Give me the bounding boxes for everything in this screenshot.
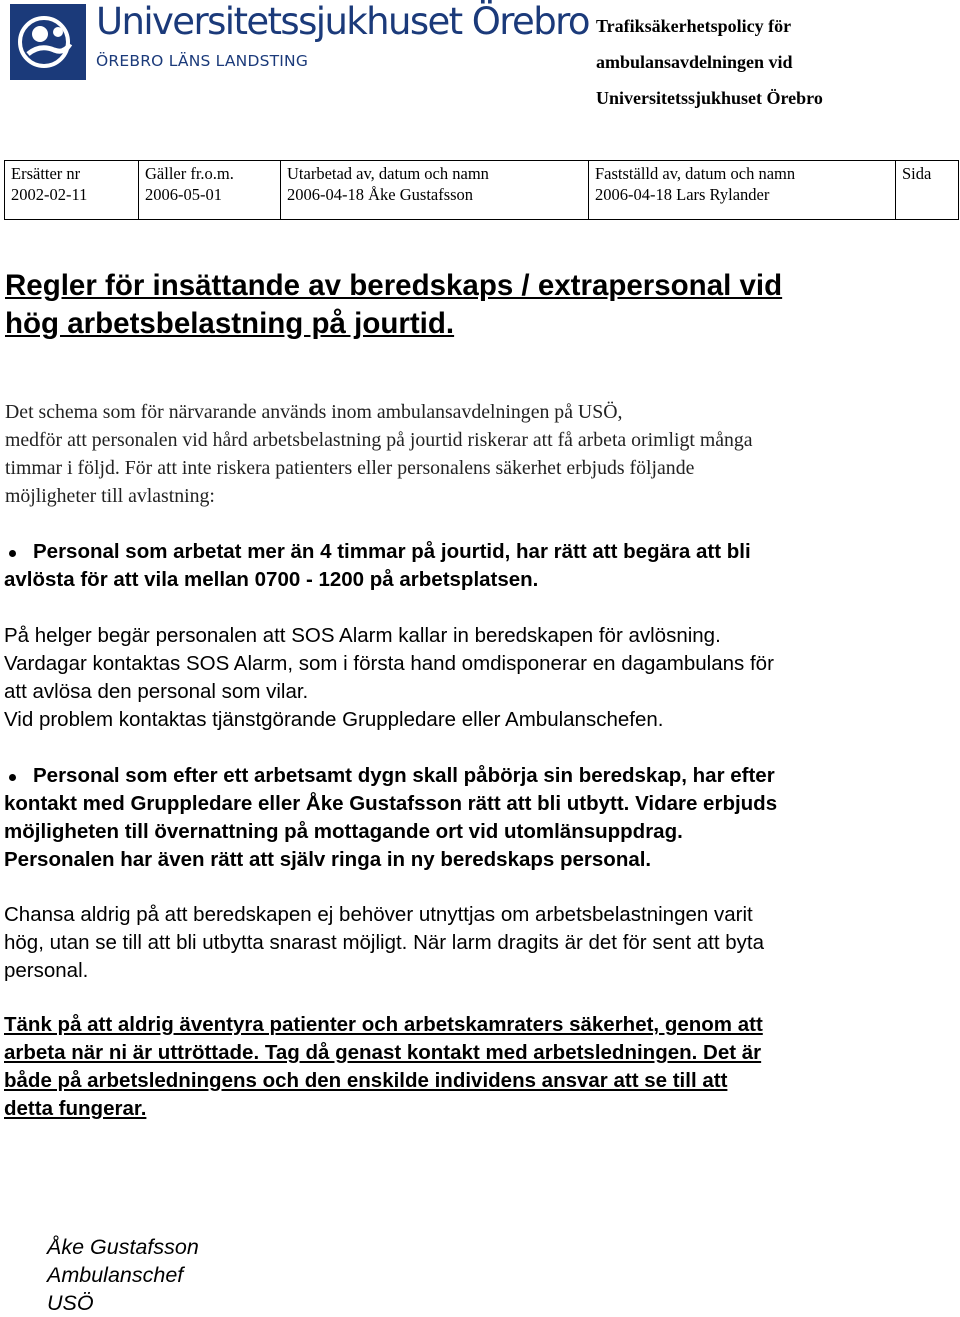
intro-line: Det schema som för närvarande används inom ambulansavdelningen på USÖ, <box>5 401 623 423</box>
paragraph-line: Vid problem kontaktas tjänstgörande Gruppledare eller Ambulanschefen. <box>4 708 664 731</box>
signature-name: Åke Gustafsson <box>47 1235 199 1259</box>
warning-line: Tänk på att aldrig äventyra patienter och arbetskamraters säkerhet, genom att <box>4 1013 763 1036</box>
approved-by-cell <box>589 161 896 220</box>
paragraph-line: På helger begär personalen att SOS Alarm kallar in beredskapen för avlösning. <box>4 624 721 647</box>
valid-from-label: Gäller fr.o.m. <box>145 164 234 183</box>
valid-from-cell <box>139 161 281 220</box>
bullet-line: Personal som arbetat mer än 4 timmar på jourtid, har rätt att begära att bli <box>33 540 751 563</box>
warning-line: både på arbetsledningens och den enskilde individens ansvar att se till att <box>4 1069 728 1092</box>
weekend-paragraph <box>4 622 949 734</box>
rest-rule-bullet <box>4 538 949 594</box>
bullet-line: Personalen har även rätt att själv ringa in ny beredskaps personal. <box>4 848 652 871</box>
logo-name: Universitetssjukhuset Örebro <box>96 0 589 43</box>
bullet-line: möjligheten till övernattning på mottagande ort vid utomlänsuppdrag. <box>4 820 683 843</box>
safety-warning <box>4 1011 949 1123</box>
warning-line: arbeta när ni är uttröttade. Tag då genast kontakt med arbetsledningen. Det är <box>4 1041 762 1064</box>
approved-by-label: Fastställd av, datum och namn <box>595 164 796 183</box>
signature-block <box>47 1233 199 1317</box>
intro-line: medför att personalen vid hård arbetsbelastning på jourtid riskerar att få arbeta orimligt många <box>5 429 753 451</box>
prepared-by-label: Utarbetad av, datum och namn <box>287 164 489 183</box>
document-meta-table <box>4 160 959 220</box>
replacement-rule-bullet <box>4 762 949 874</box>
page-title <box>5 267 905 343</box>
policy-title <box>596 8 956 116</box>
approved-by-value: 2006-04-18 Lars Rylander <box>595 185 770 204</box>
paragraph-line: att avlösa den personal som vilar. <box>4 680 309 703</box>
paragraph-line: Vardagar kontaktas SOS Alarm, som i första hand omdisponerar en dagambulans för <box>4 652 774 675</box>
chance-paragraph <box>4 901 949 985</box>
hospital-emblem-icon <box>10 4 86 80</box>
valid-from-value: 2006-05-01 <box>145 185 222 204</box>
page-title-line: hög arbetsbelastning på jourtid. <box>5 307 455 340</box>
signature-title: Ambulanschef <box>47 1263 184 1287</box>
policy-title-line: ambulansavdelningen vid <box>596 52 793 72</box>
paragraph-line: hög, utan se till att bli utbytta snarast möjligt. När larm dragits är det för sent att byta <box>4 931 764 954</box>
logo-subtitle: ÖREBRO LÄNS LANDSTING <box>96 52 309 70</box>
prepared-by-cell <box>281 161 589 220</box>
page-title-line: Regler för insättande av beredskaps / extrapersonal vid <box>5 269 783 302</box>
intro-line: möjligheter till avlastning: <box>5 485 215 507</box>
replaces-cell <box>5 161 139 220</box>
page-label: Sida <box>902 164 932 183</box>
page-cell <box>896 161 959 220</box>
bullet-line: avlösta för att vila mellan 0700 - 1200 på arbetsplatsen. <box>4 568 539 591</box>
paragraph-line: personal. <box>4 959 89 982</box>
policy-title-line: Universitetssjukhuset Örebro <box>596 88 823 108</box>
prepared-by-value: 2006-04-18 Åke Gustafsson <box>287 185 474 204</box>
replaces-label: Ersätter nr <box>11 164 81 183</box>
replaces-value: 2002-02-11 <box>11 185 88 204</box>
policy-title-line: Trafiksäkerhetspolicy för <box>596 16 792 36</box>
signature-org: USÖ <box>47 1291 94 1315</box>
paragraph-line: Chansa aldrig på att beredskapen ej behöver utnyttjas om arbetsbelastningen varit <box>4 903 753 926</box>
intro-paragraph <box>5 398 945 510</box>
warning-line: detta fungerar. <box>4 1097 147 1120</box>
intro-line: timmar i följd. För att inte riskera patienters eller personalens säkerhet erbjuds följande <box>5 457 695 479</box>
hospital-logo <box>10 0 589 82</box>
bullet-line: Personal som efter ett arbetsamt dygn skall påbörja sin beredskap, har efter <box>33 764 775 787</box>
bullet-line: kontakt med Gruppledare eller Åke Gustafsson rätt att bli utbytt. Vidare erbjuds <box>4 792 778 815</box>
